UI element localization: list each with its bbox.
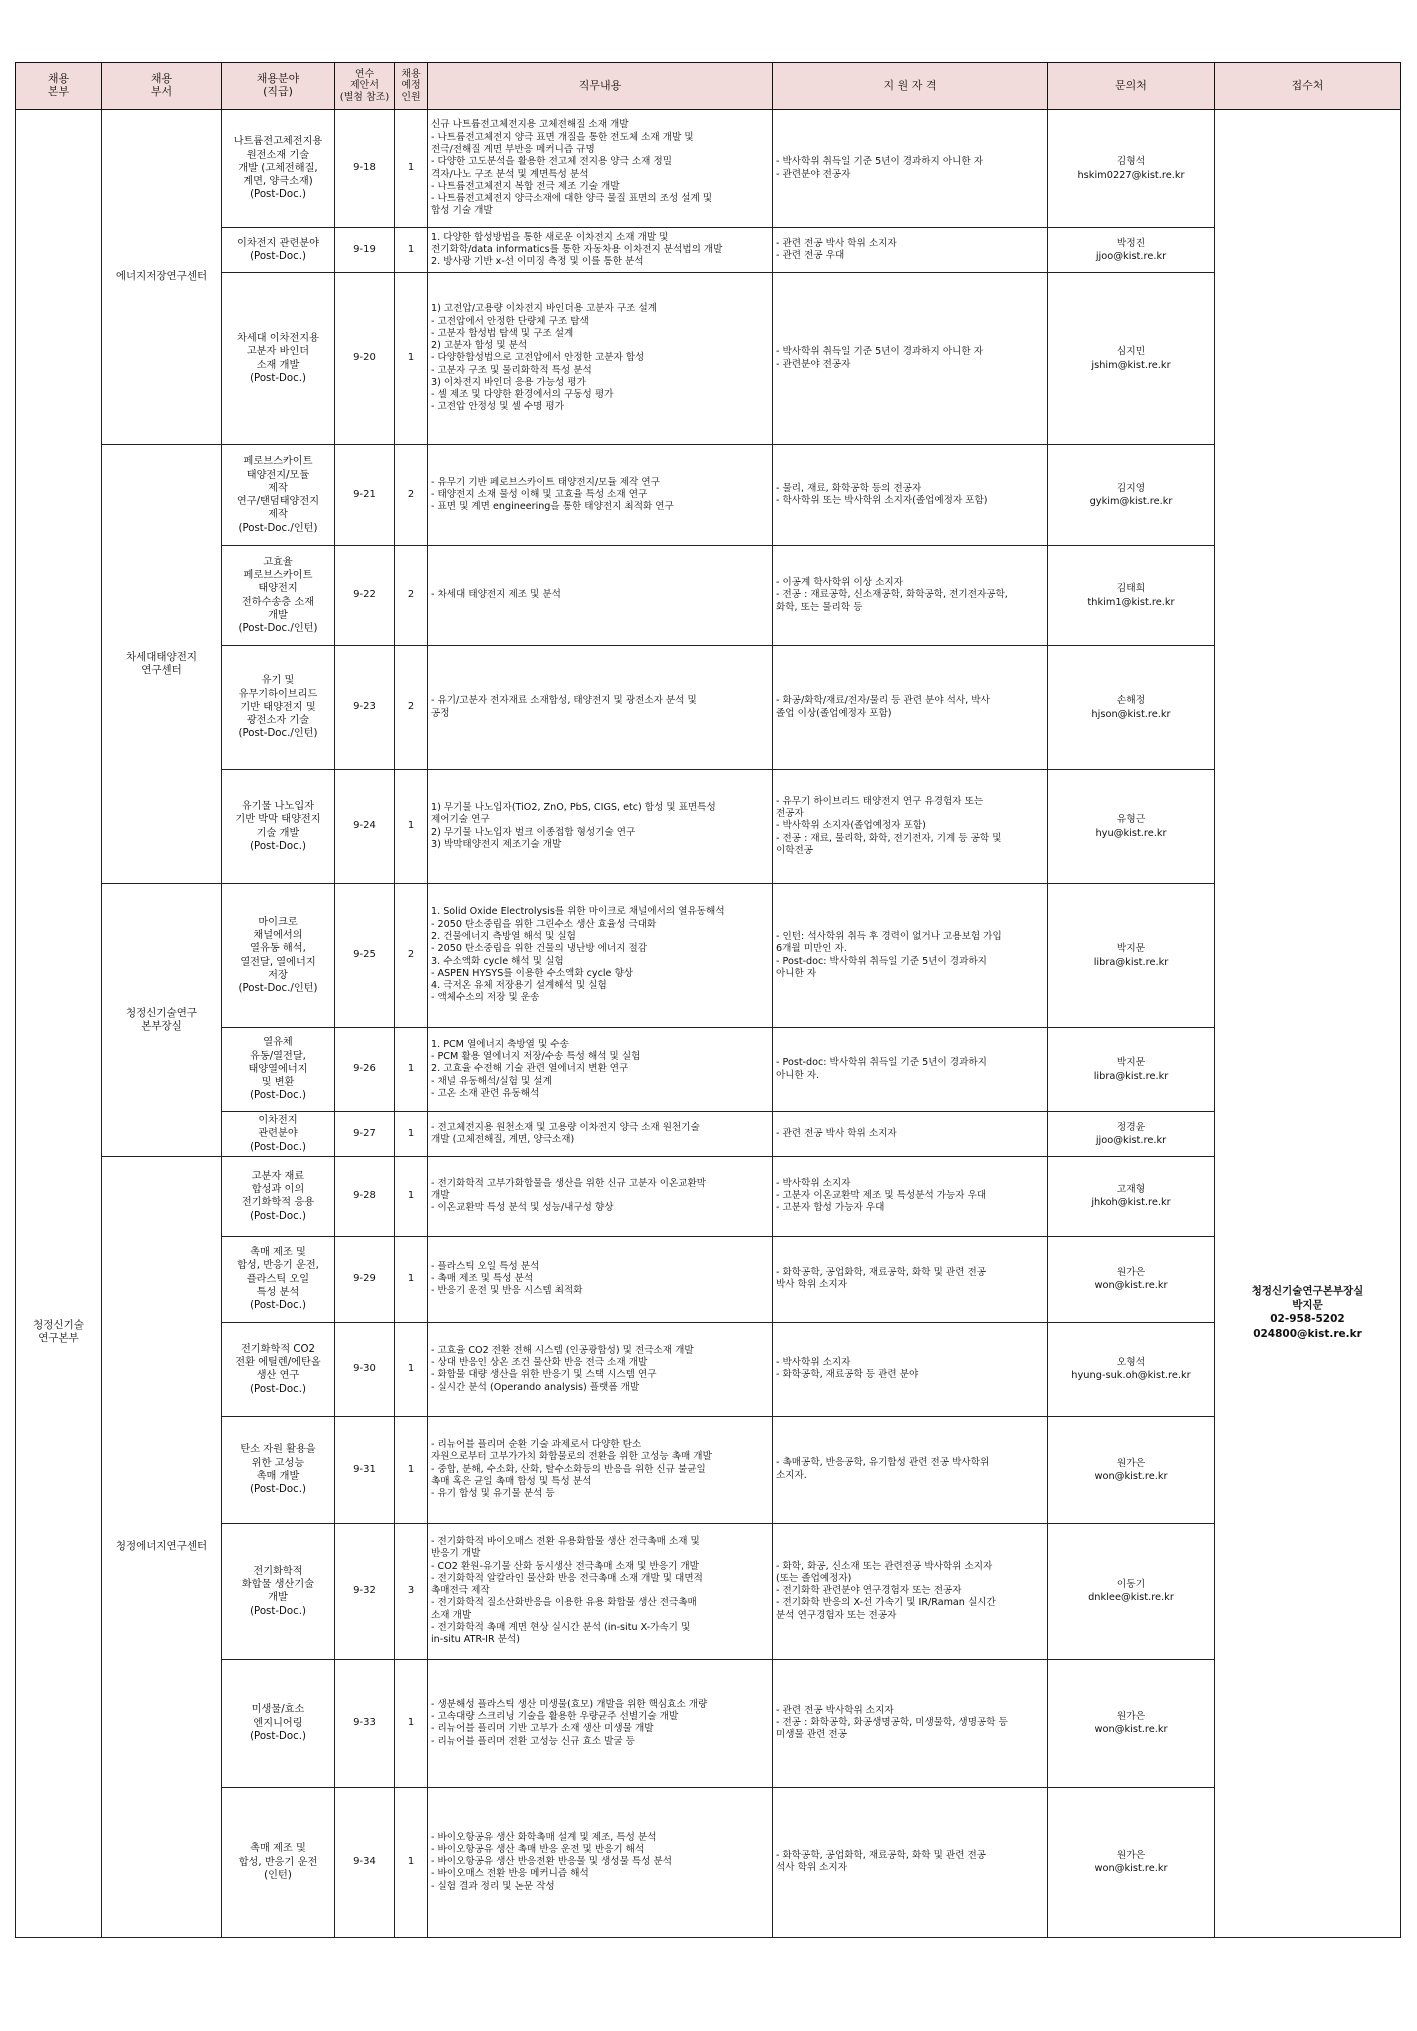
table-row (16, 1787, 1401, 1937)
contact-email: jhkoh@kist.re.kr (1091, 1197, 1171, 1209)
plan-cell: 9-18 (335, 110, 395, 228)
contact-name: 원가은 (1116, 1711, 1146, 1723)
count-cell: 1 (395, 1659, 428, 1787)
field-cell: 촉매 제조 및 합성, 반응기 운전, 플라스틱 오일 특성 분석 (Post-Doc.) (222, 1236, 335, 1322)
contact-cell (1048, 1523, 1215, 1659)
field-cell: 나트륨전고체전지용 원전소재 기술 개발 (고체전해질, 계면, 양극소재) (Post-Doc.) (222, 110, 335, 228)
table-row (16, 1523, 1401, 1659)
contact-cell (1048, 445, 1215, 546)
contact-name: 원가은 (1116, 1267, 1146, 1279)
contact-name: 고재형 (1116, 1184, 1146, 1196)
table-row (16, 110, 1401, 228)
qualification-cell: - Post-doc: 박사학위 취득일 기준 5년이 경과하지 아니한 자. (773, 1028, 1048, 1112)
contact-email: hyu@kist.re.kr (1095, 827, 1167, 839)
field-cell: 촉매 제조 및 합성, 반응기 운전 (인턴) (222, 1787, 335, 1937)
contact-email: won@kist.re.kr (1094, 1470, 1168, 1482)
contact-cell (1048, 1659, 1215, 1787)
table-row (16, 770, 1401, 884)
contact-email: hyung-suk.oh@kist.re.kr (1071, 1370, 1191, 1382)
contact-email: hjson@kist.re.kr (1091, 708, 1171, 720)
duty-cell: - 차세대 태양전지 제조 및 분석 (428, 546, 773, 646)
contact-email: dnklee@kist.re.kr (1088, 1592, 1174, 1604)
qualification-cell: - 촉매공학, 반응공학, 유기합성 관련 전공 박사학위 소지자. (773, 1416, 1048, 1523)
field-cell: 이차전지 관련분야 (Post-Doc.) (222, 228, 335, 273)
header-field: 채용분야 (직급) (222, 63, 335, 110)
contact-email: won@kist.re.kr (1094, 1724, 1168, 1736)
table-row (16, 1112, 1401, 1157)
plan-cell: 9-23 (335, 646, 395, 770)
recruitment-table (15, 62, 1401, 1938)
field-cell: 마이크로 채널에서의 열유동 해석, 열전달, 열에너지 저장 (Post-Doc./인턴) (222, 884, 335, 1028)
count-cell: 1 (395, 228, 428, 273)
duty-cell: 1. 다양한 합성방법을 통한 새로운 이차전지 소재 개발 및 전기화학/data informatics를 통한 자동차용 이차전지 분석법의 개발 2. 방사광 기반 x-선 이미징 측정 및 이를 통한 분석 (428, 228, 773, 273)
plan-cell: 9-25 (335, 884, 395, 1028)
contact-cell (1048, 1028, 1215, 1112)
duty-cell: - 유기/고분자 전자재료 소재합성, 태양전지 및 광전소자 분석 및 공정 (428, 646, 773, 770)
table-row (16, 1236, 1401, 1322)
header-duty: 직무내용 (428, 63, 773, 110)
count-cell: 2 (395, 646, 428, 770)
field-cell: 열유체 유동/열전달, 태양열에너지 및 변환 (Post-Doc.) (222, 1028, 335, 1112)
count-cell: 1 (395, 110, 428, 228)
contact-cell (1048, 646, 1215, 770)
table-row (16, 1416, 1401, 1523)
plan-cell: 9-29 (335, 1236, 395, 1322)
contact-email: hskim0227@kist.re.kr (1077, 169, 1185, 181)
field-cell: 탄소 자원 활용을 위한 고성능 촉매 개발 (Post-Doc.) (222, 1416, 335, 1523)
qualification-cell: - 이공계 학사학위 이상 소지자 - 전공 : 재료공학, 신소재공학, 화학공학, 전기전자공학, 화학, 또는 물리학 등 (773, 546, 1048, 646)
duty-cell: - 리뉴어블 플리머 순환 기술 과제로서 다양한 탄소 자원으로부터 고부가가치 화합물로의 전환을 위한 고성능 촉매 개발 - 중합, 분해, 수소화, 산화, 탈수소화등의 반응을 위한 신규 불균일 촉매 혹은 균일 촉매 합성 및 특성 분석 - 유기 합성 및 유기물 분석 등 (428, 1416, 773, 1523)
plan-cell: 9-22 (335, 546, 395, 646)
table-row (16, 1322, 1401, 1416)
field-cell: 고효율 페로브스카이트 태양전지 전하수송층 소재 개발 (Post-Doc./인턴) (222, 546, 335, 646)
table-row (16, 546, 1401, 646)
plan-cell: 9-19 (335, 228, 395, 273)
qualification-cell: - 관련 전공 박사학위 소지자 - 전공 : 화학공학, 화공생명공학, 미생물학, 생명공학 등 미생물 관련 전공 (773, 1659, 1048, 1787)
duty-cell: - 생분해성 플라스틱 생산 미생물(효모) 개발을 위한 핵심효소 개량 - 고속대량 스크리닝 기술을 활용한 우량균주 선별기술 개발 - 리뉴어블 플리머 기반 고부가 소재 생산 미생물 개발 - 리뉴어블 플리머 전환 고성능 신규 효소 발굴 등 (428, 1659, 773, 1787)
department-cell: 에너지저장연구센터 (102, 110, 222, 445)
count-cell: 1 (395, 1236, 428, 1322)
contact-name: 김형석 (1116, 156, 1146, 168)
contact-name: 오형석 (1116, 1357, 1146, 1369)
count-cell: 3 (395, 1523, 428, 1659)
plan-cell: 9-28 (335, 1156, 395, 1236)
table-row (16, 445, 1401, 546)
contact-name: 원가은 (1116, 1850, 1146, 1862)
contact-name: 이동기 (1116, 1579, 1146, 1591)
contact-email: thkim1@kist.re.kr (1087, 596, 1175, 608)
header-dept: 채용 부서 (102, 63, 222, 110)
department-cell: 차세대태양전지 연구센터 (102, 445, 222, 884)
qualification-cell: - 관련 전공 박사 학위 소지자 (773, 1112, 1048, 1157)
duty-cell: 1) 무기물 나노입자(TiO2, ZnO, PbS, CIGS, etc) 합성 및 표면특성 제어기술 연구 2) 무기물 나노입자 벌크 이종접합 형성기술 연구 3) 박막태양전지 제조기술 개발 (428, 770, 773, 884)
plan-cell: 9-32 (335, 1523, 395, 1659)
count-cell: 2 (395, 884, 428, 1028)
duty-cell: - 전고체전지용 원천소재 및 고용량 이차전지 양극 소재 원천기술 개발 (고체전해질, 계면, 양극소재) (428, 1112, 773, 1157)
duty-cell: - 바이오항공유 생산 화학촉매 설계 및 제조, 특성 분석 - 바이오항공유 생산 촉매 반응 운전 및 반응기 해석 - 바이오항공유 생산 반응전환 반응물 및 생성물 특성 분석 - 바이오매스 전환 반응 메커니즘 해석 - 실험 결과 정리 및 논문 작성 (428, 1787, 773, 1937)
plan-cell: 9-21 (335, 445, 395, 546)
qualification-cell: - 박사학위 취득일 기준 5년이 경과하지 아니한 자 - 관련분야 전공자 (773, 110, 1048, 228)
duty-cell: 신규 나트륨전고체전지용 고체전해질 소재 개발 - 나트륨전고체전지 양극 표면 개질을 통한 전도체 소재 개발 및 전극/전해질 계면 부반응 메커니즘 규명 - 다양한 고도분석을 활용한 전고체 전지용 양극 소재 정밀 격자/나노 구조 분석 및 계면특성 분석 - 나트륨전고체전지 복합 전극 제조 기술 개발 - 나트륨전고체전지 양극소재에 대한 양극 물질 표면의 조성 설계 및 합성 기술 개발 (428, 110, 773, 228)
plan-cell: 9-20 (335, 273, 395, 445)
contact-name: 심지민 (1116, 346, 1146, 358)
qualification-cell: - 박사학위 취득일 기준 5년이 경과하지 아니한 자 - 관련분야 전공자 (773, 273, 1048, 445)
field-cell: 페로브스카이트 태양전지/모듈 제작 연구/탠덤태양전지 제작 (Post-Doc./인턴) (222, 445, 335, 546)
table-row (16, 1156, 1401, 1236)
apply-phone: 02-958-5202 (1270, 1313, 1345, 1326)
contact-email: libra@kist.re.kr (1093, 956, 1169, 968)
contact-cell (1048, 1156, 1215, 1236)
duty-cell: 1. PCM 열에너지 축방열 및 수송 - PCM 활용 열에너지 저장/수송 특성 해석 및 실험 2. 고효율 수전해 기술 관련 열에너지 변환 연구 - 채널 유동해석/실험 및 설계 - 고온 소재 관련 유동해석 (428, 1028, 773, 1112)
count-cell: 2 (395, 546, 428, 646)
contact-cell (1048, 770, 1215, 884)
count-cell: 1 (395, 273, 428, 445)
contact-cell (1048, 1322, 1215, 1416)
duty-cell: - 전기화학적 바이오매스 전환 유용화합물 생산 전극촉매 소재 및 반응기 개발 - CO2 환원-유기물 산화 동시생산 전극촉매 소재 및 반응기 개발 - 전기화학적 알칼라인 물산화 반응 전극촉매 소재 개발 및 대면적 촉매전극 제작 - 전기화학적 질소산화반응을 이용한 유용 화합물 생산 전극촉매 소재 개발 - 전기화학적 촉매 계면 현상 실시간 분석 (in-situ X-가속기 및 in-situ ATR-IR 분석) (428, 1523, 773, 1659)
contact-name: 김태희 (1116, 583, 1146, 595)
table-row (16, 273, 1401, 445)
duty-cell: - 플라스틱 오일 특성 분석 - 촉매 제조 및 특성 분석 - 반응기 운전 및 반응 시스템 최적화 (428, 1236, 773, 1322)
contact-name: 손해정 (1116, 695, 1146, 707)
apply-cell (1215, 110, 1401, 1938)
contact-cell (1048, 110, 1215, 228)
duty-cell: 1) 고전압/고용량 이차전지 바인더용 고분자 구조 설계 - 고전압에서 안정한 단량체 구조 탐색 - 고분자 합성법 탐색 및 구조 설계 2) 고분자 합성 및 분석 - 다양한합성법으로 고전압에서 안정한 고분자 합성 - 고분자 구조 및 물리화학적 특성 분석 3) 이차전지 바인더 응용 가능성 평가 - 셀 제조 및 다양한 환경에서의 구동성 평가 - 고전압 안정성 및 셀 수명 평가 (428, 273, 773, 445)
qualification-cell: - 화학공학, 공업화학, 재료공학, 화학 및 관련 전공 박사 학위 소지자 (773, 1236, 1048, 1322)
contact-name: 박지문 (1116, 943, 1146, 955)
qualification-cell: - 화학, 화공, 신소재 또는 관련전공 박사학위 소지자 (또는 졸업예정자) - 전기화학 관련분야 연구경험자 또는 전공자 - 전기화학 반응의 X-선 가속기 및 IR/Raman 실시간 분석 연구경험자 또는 전공자 (773, 1523, 1048, 1659)
header-hq: 채용 본부 (16, 63, 102, 110)
plan-cell: 9-34 (335, 1787, 395, 1937)
count-cell: 2 (395, 445, 428, 546)
contact-email: jjoo@kist.re.kr (1095, 1134, 1167, 1146)
field-cell: 유기물 나노입자 기반 박막 태양전지 기술 개발 (Post-Doc.) (222, 770, 335, 884)
count-cell: 1 (395, 1322, 428, 1416)
contact-email: won@kist.re.kr (1094, 1863, 1168, 1875)
field-cell: 전기화학적 CO2 전환 에틸렌/에탄올 생산 연구 (Post-Doc.) (222, 1322, 335, 1416)
header-contact: 문의처 (1048, 63, 1215, 110)
contact-email: won@kist.re.kr (1094, 1280, 1168, 1292)
contact-name: 정경윤 (1116, 1121, 1146, 1133)
field-cell: 유기 및 유무기하이브리드 기반 태양전지 및 광전소자 기술 (Post-Doc./인턴) (222, 646, 335, 770)
count-cell: 1 (395, 1028, 428, 1112)
qualification-cell: - 화학공학, 공업화학, 재료공학, 화학 및 관련 전공 석사 학위 소지자 (773, 1787, 1048, 1937)
count-cell: 1 (395, 1416, 428, 1523)
qualification-cell: - 박사학위 소지자 - 화학공학, 재료공학 등 관련 분야 (773, 1322, 1048, 1416)
plan-cell: 9-33 (335, 1659, 395, 1787)
contact-cell (1048, 884, 1215, 1028)
contact-email: gykim@kist.re.kr (1089, 496, 1173, 507)
qualification-cell: - 유무기 하이브리드 태양전지 연구 유경험자 또는 전공자 - 박사학위 소지자(졸업예정자 포함) - 전공 : 재료, 물리학, 화학, 전기전자, 기계 등 공학 및 이학전공 (773, 770, 1048, 884)
field-cell: 미생물/효소 엔지니어링 (Post-Doc.) (222, 1659, 335, 1787)
apply-title: 청정신기술연구본부장실 (1251, 1285, 1364, 1298)
duty-cell: 1. Solid Oxide Electrolysis를 위한 마이크로 채널에서의 열유동해석 - 2050 탄소중립을 위한 그린수소 생산 효율성 극대화 2. 건물에너지 측방열 해석 및 실험 - 2050 탄소중립을 위한 건물의 냉난방 에너지 절감 3. 수소액화 cycle 해석 및 실험 - ASPEN HYSYS를 이용한 수소액화 cycle 향상 4. 극저온 유체 저장용기 설계해석 및 실험 - 액체수소의 저장 및 운송 (428, 884, 773, 1028)
qualification-cell: - 화공/화학/재료/전자/물리 등 관련 분야 석사, 박사 졸업 이상(졸업예정자 포함) (773, 646, 1048, 770)
table-row (16, 228, 1401, 273)
duty-cell: - 고효율 CO2 전환 전해 시스템 (인공광합성) 및 전극소재 개발 - 상대 반응인 상온 조건 물산화 반응 전극 소재 개발 - 화합물 대량 생산을 위한 반응기 및 스택 시스템 연구 - 실시간 분석 (Operando analysis) 플랫폼 개발 (428, 1322, 773, 1416)
header-apply: 접수처 (1215, 63, 1401, 110)
contact-email: jjoo@kist.re.kr (1095, 251, 1167, 262)
count-cell: 1 (395, 1112, 428, 1157)
contact-name: 원가은 (1116, 1457, 1146, 1469)
plan-cell: 9-24 (335, 770, 395, 884)
table-row (16, 884, 1401, 1028)
contact-cell (1048, 546, 1215, 646)
contact-cell (1048, 1787, 1215, 1937)
apply-name: 박지문 (1292, 1299, 1323, 1312)
contact-name: 유형근 (1116, 814, 1146, 826)
header-row (16, 63, 1401, 110)
qualification-cell: - 박사학위 소지자 - 고분자 이온교환막 제조 및 특성분석 가능자 우대 - 고분자 합성 가능자 우대 (773, 1156, 1048, 1236)
header-count: 채용 예정 인원 (395, 63, 428, 110)
contact-cell (1048, 228, 1215, 273)
contact-email: jshim@kist.re.kr (1091, 359, 1171, 371)
qualification-cell: - 물리, 재료, 화학공학 등의 전공자 - 학사학위 또는 박사학위 소지자(졸업예정자 포함) (773, 445, 1048, 546)
count-cell: 1 (395, 770, 428, 884)
contact-cell (1048, 1112, 1215, 1157)
qualification-cell: - 관련 전공 박사 학위 소지자 - 관련 전공 우대 (773, 228, 1048, 273)
field-cell: 차세대 이차전지용 고분자 바인더 소재 개발 (Post-Doc.) (222, 273, 335, 445)
duty-cell: - 유무기 기반 페로브스카이트 태양전지/모듈 제작 연구 - 태양전지 소재 물성 이해 및 고효율 특성 소재 연구 - 표면 및 계면 engineering을 통한 태양전지 최적화 연구 (428, 445, 773, 546)
contact-name: 김지영 (1116, 482, 1146, 494)
plan-cell: 9-30 (335, 1322, 395, 1416)
apply-email: 024800@kist.re.kr (1253, 1327, 1362, 1340)
table-row (16, 646, 1401, 770)
plan-cell: 9-26 (335, 1028, 395, 1112)
count-cell: 1 (395, 1156, 428, 1236)
table-row (16, 1028, 1401, 1112)
department-cell: 청정에너지연구센터 (102, 1156, 222, 1937)
header-qual: 지 원 자 격 (773, 63, 1048, 110)
field-cell: 이차전지 관련분야 (Post-Doc.) (222, 1112, 335, 1157)
contact-cell (1048, 1236, 1215, 1322)
contact-cell (1048, 1416, 1215, 1523)
count-cell: 1 (395, 1787, 428, 1937)
department-cell: 청정신기술연구 본부장실 (102, 884, 222, 1157)
field-cell: 전기화학적 화합물 생산기술 개발 (Post-Doc.) (222, 1523, 335, 1659)
plan-cell: 9-27 (335, 1112, 395, 1157)
contact-name: 박지문 (1116, 1057, 1146, 1069)
contact-cell (1048, 273, 1215, 445)
contact-name: 박정진 (1116, 237, 1146, 249)
hq-cell: 청정신기술 연구본부 (16, 110, 102, 1938)
plan-cell: 9-31 (335, 1416, 395, 1523)
field-cell: 고분자 재료 합성과 이의 전기화학적 응용 (Post-Doc.) (222, 1156, 335, 1236)
contact-email: libra@kist.re.kr (1093, 1070, 1169, 1082)
table-row (16, 1659, 1401, 1787)
header-plan: 연수 제안서 (별첨 참조) (335, 63, 395, 110)
qualification-cell: - 인턴: 석사학위 취득 후 경력이 없거나 고용보험 가입 6개월 미만인 자. - Post-doc: 박사학위 취득일 기준 5년이 경과하지 아니한 자 (773, 884, 1048, 1028)
duty-cell: - 전기화학적 고부가화합물을 생산을 위한 신규 고분자 이온교환막 개발 - 이온교환막 특성 분석 및 성능/내구성 향상 (428, 1156, 773, 1236)
